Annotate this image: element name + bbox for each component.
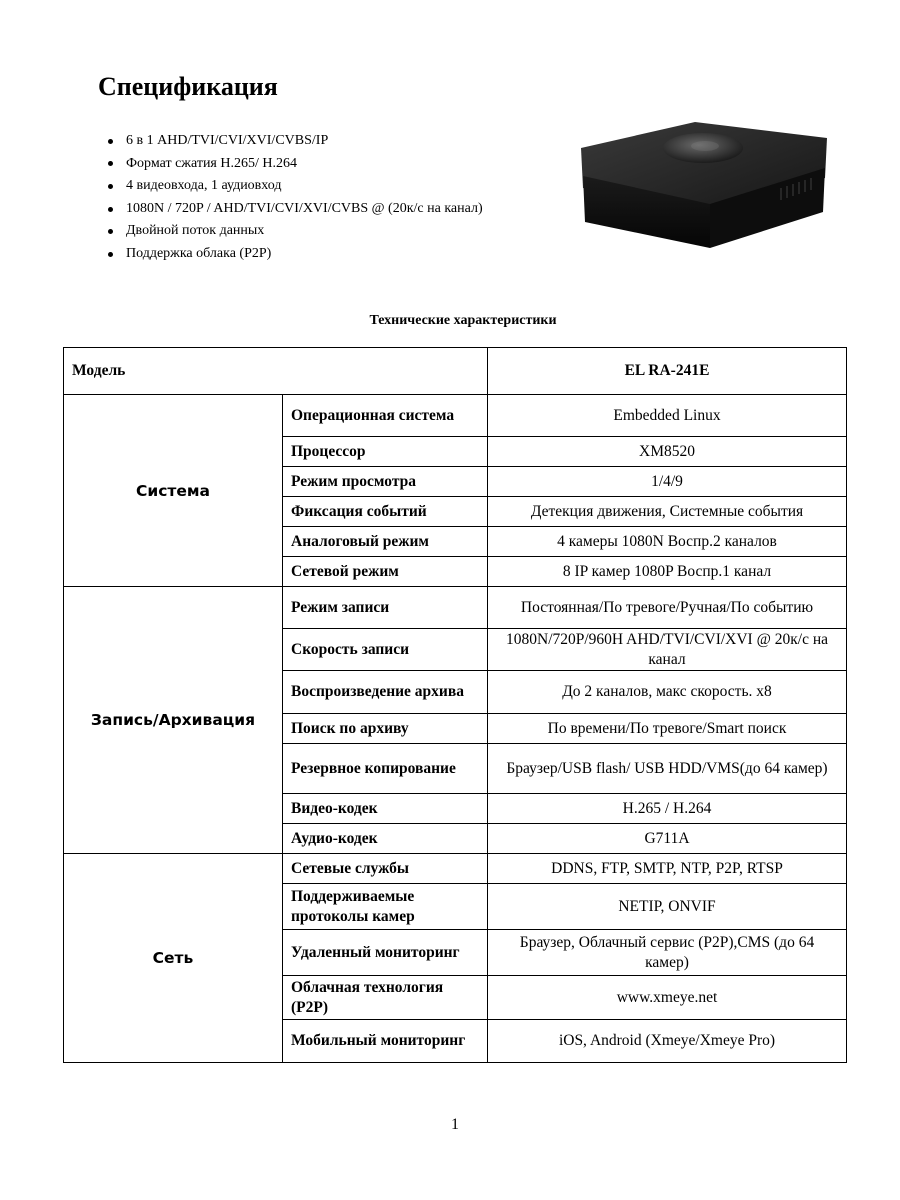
- bullet-icon: [108, 207, 113, 212]
- spec-value: G711A: [488, 824, 847, 854]
- spec-label: Воспроизведение архива: [283, 671, 488, 714]
- spec-label: Операционная система: [283, 395, 488, 437]
- spec-label: Сетевые службы: [283, 854, 488, 884]
- table-row: [64, 348, 847, 395]
- spec-value: Детекция движения, Системные события: [488, 497, 847, 527]
- page-title: Спецификация: [98, 72, 278, 101]
- group-system: Система: [64, 395, 283, 587]
- spec-value: 4 камеры 1080N Воспр.2 каналов: [488, 527, 847, 557]
- spec-value: Постоянная/По тревоге/Ручная/По событию: [488, 587, 847, 629]
- spec-value: iOS, Android (Xmeye/Xmeye Pro): [488, 1020, 847, 1063]
- spec-value: www.xmeye.net: [488, 976, 847, 1020]
- bullet-icon: [108, 161, 113, 166]
- table-row: [64, 395, 847, 437]
- model-label: Модель: [64, 348, 488, 395]
- table-row: [64, 587, 847, 629]
- spec-label: Аналоговый режим: [283, 527, 488, 557]
- spec-label: Скорость записи: [283, 629, 488, 671]
- list-item: [108, 153, 483, 176]
- group-network: Сеть: [64, 854, 283, 1063]
- list-item: [108, 198, 483, 221]
- feature-text: 6 в 1 AHD/TVI/CVI/XVI/CVBS/IP: [126, 133, 329, 148]
- feature-text: Формат сжатия H.265/ H.264: [126, 155, 297, 171]
- spec-value: Браузер, Облачный сервис (P2P),CMS (до 64 камер): [488, 930, 847, 976]
- group-record: Запись/Архивация: [64, 587, 283, 854]
- bullet-icon: [108, 139, 113, 144]
- list-item: [108, 220, 483, 243]
- list-item: [108, 130, 483, 153]
- spec-value: XM8520: [488, 437, 847, 467]
- model-value: EL RA-241E: [488, 348, 847, 395]
- spec-label: Мобильный мониторинг: [283, 1020, 488, 1063]
- spec-label: Поиск по архиву: [283, 714, 488, 744]
- spec-label: Резервное копирование: [283, 744, 488, 794]
- spec-value: NETIP, ONVIF: [488, 884, 847, 930]
- spec-value: 1/4/9: [488, 467, 847, 497]
- spec-label: Фиксация событий: [283, 497, 488, 527]
- bullet-icon: [108, 229, 113, 234]
- spec-value: DDNS, FTP, SMTP, NTP, P2P, RTSP: [488, 854, 847, 884]
- spec-label: Видео-кодек: [283, 794, 488, 824]
- spec-value: Embedded Linux: [488, 395, 847, 437]
- spec-value: По времени/По тревоге/Smart поиск: [488, 714, 847, 744]
- spec-value: H.265 / H.264: [488, 794, 847, 824]
- spec-value: Браузер/USB flash/ USB HDD/VMS(до 64 камер): [488, 744, 847, 794]
- feature-text: Двойной поток данных: [126, 223, 265, 239]
- list-item: [108, 175, 483, 198]
- feature-text: 4 видеовхода, 1 аудиовход: [126, 178, 282, 194]
- feature-text: Поддержка облака (P2P): [126, 245, 272, 261]
- list-item: [108, 243, 483, 266]
- spec-label: Режим просмотра: [283, 467, 488, 497]
- page-number: 1: [451, 1116, 459, 1133]
- spec-label: Сетевой режим: [283, 557, 488, 587]
- feature-text: 1080N / 720P / AHD/TVI/CVI/XVI/CVBS @ (20к/с на канал): [126, 200, 483, 216]
- spec-table: [63, 347, 847, 1063]
- spec-label: Процессор: [283, 437, 488, 467]
- spec-label: Облачная технология (P2P): [283, 976, 488, 1020]
- spec-label: Удаленный мониторинг: [283, 930, 488, 976]
- spec-label: Поддерживаемые протоколы камер: [283, 884, 488, 930]
- feature-list: [108, 130, 483, 266]
- spec-value: 8 IP камер 1080P Воспр.1 канал: [488, 557, 847, 587]
- spec-value: 1080N/720P/960H AHD/TVI/CVI/XVI @ 20к/с на канал: [488, 629, 847, 671]
- spec-value: До 2 каналов, макс скорость. x8: [488, 671, 847, 714]
- spec-label: Режим записи: [283, 587, 488, 629]
- table-caption: Технические характеристики: [369, 313, 557, 328]
- bullet-icon: [108, 184, 113, 189]
- bullet-icon: [108, 252, 113, 257]
- table-row: [64, 854, 847, 884]
- dvr-device-image: [575, 118, 835, 258]
- spec-label: Аудио-кодек: [283, 824, 488, 854]
